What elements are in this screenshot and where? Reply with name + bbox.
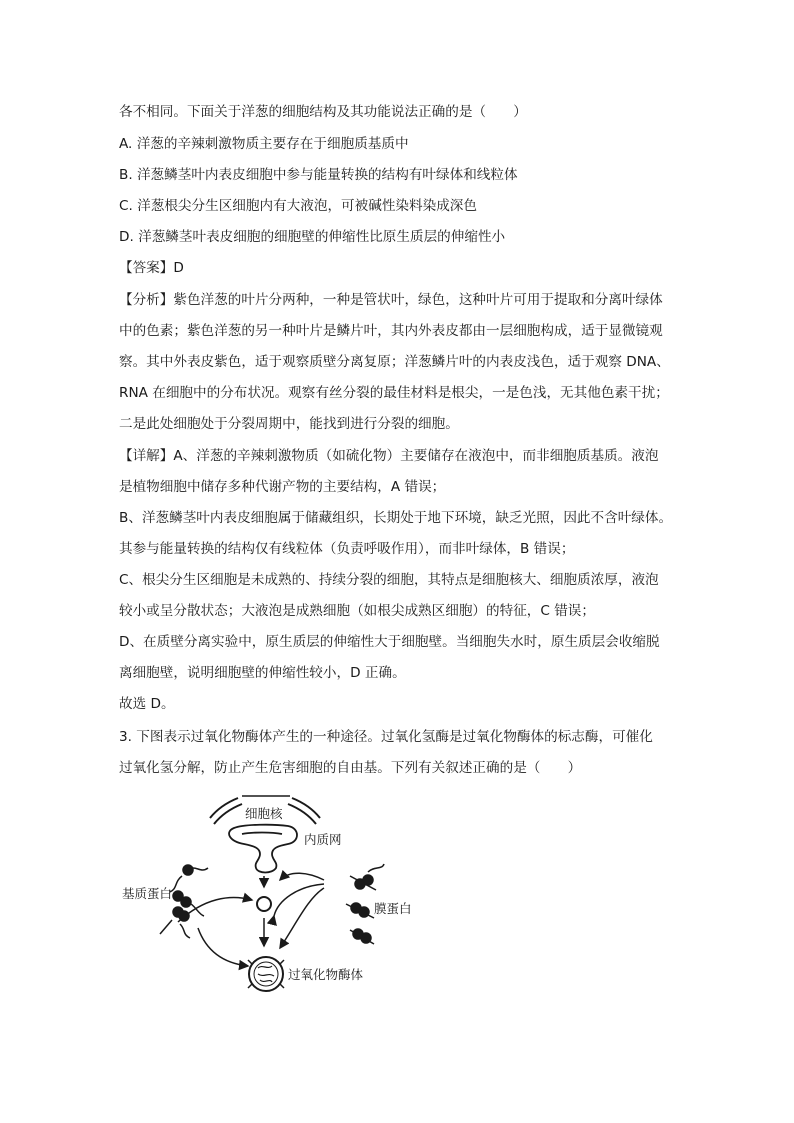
- analysis-line: 【分析】紫色洋葱的叶片分两种，一种是管状叶，绿色，这种叶片可用于提取和分离叶绿体: [119, 292, 663, 308]
- option-b: B. 洋葱鳞茎叶内表皮细胞中参与能量转换的结构有叶绿体和线粒体: [119, 167, 518, 183]
- matrix-protein-icon: [160, 865, 208, 938]
- detail-line: B、洋葱鳞茎叶内表皮细胞属于储藏组织，长期处于地下环境，缺乏光照，因此不含叶绿体。: [119, 510, 673, 526]
- detail-line: 【详解】A、洋葱的辛辣刺激物质（如硫化物）主要储存在液泡中，而非细胞质基质。液泡: [119, 448, 659, 464]
- question-3-line: 过氧化氢分解，防止产生危害细胞的自由基。下列有关叙述正确的是（ ）: [119, 760, 582, 776]
- vesicle: [257, 897, 271, 911]
- detail-line: 较小或呈分散状态；大液泡是成熟细胞（如根尖成熟区细胞）的特征，C 错误；: [119, 603, 595, 619]
- analysis-line: 察。其中外表皮紫色，适于观察质壁分离复原；洋葱鳞片叶的内表皮浅色，适于观察 DNA、: [119, 354, 670, 370]
- detail-line: C、根尖分生区细胞是未成熟的、持续分裂的细胞，其特点是细胞核大、细胞质浓厚，液泡: [119, 572, 659, 588]
- nucleus-label: 细胞核: [245, 806, 283, 821]
- option-a: A. 洋葱的辛辣刺激物质主要存在于细胞质基质中: [119, 136, 409, 152]
- question-3-line: 3. 下图表示过氧化物酶体产生的一种途径。过氧化氢酶是过氧化物酶体的标志酶，可催化: [119, 729, 653, 745]
- endoplasmic-reticulum: [229, 825, 297, 873]
- peroxisome-pathway-diagram: [112, 788, 442, 1003]
- analysis-line: 二是此处细胞处于分裂周期中，能找到进行分裂的细胞。: [119, 416, 459, 432]
- er-label: 内质网: [304, 832, 342, 847]
- option-c: C. 洋葱根尖分生区细胞内有大液泡，可被碱性染料染成深色: [119, 198, 477, 214]
- analysis-line: RNA 在细胞中的分布状况。观察有丝分裂的最佳材料是根尖，一是色浅，无其他色素干扰；: [119, 385, 669, 401]
- pathway-arrows: [178, 873, 324, 966]
- detail-line: 离细胞壁，说明细胞壁的伸缩性较小，D 正确。: [119, 665, 406, 681]
- option-d: D. 洋葱鳞茎叶表皮细胞的细胞壁的伸缩性比原生质层的伸缩性小: [119, 229, 506, 245]
- detail-line: D、在质壁分离实验中，原生质层的伸缩性大于细胞壁。当细胞失水时，原生质层会收缩脱: [119, 634, 660, 650]
- analysis-line: 中的色素；紫色洋葱的另一种叶片是鳞片叶，其内外表皮都由一层细胞构成，适于显微镜观: [119, 323, 663, 339]
- membrane-protein-label: 膜蛋白: [374, 901, 412, 916]
- detail-line: 是植物细胞中储存多种代谢产物的主要结构，A 错误；: [119, 479, 446, 495]
- peroxisome-icon: [248, 957, 284, 991]
- question-stem: 各不相同。下面关于洋葱的细胞结构及其功能说法正确的是（ ）: [119, 104, 527, 120]
- matrix-protein-label: 基质蛋白: [122, 886, 173, 901]
- detail-line: 故选 D。: [119, 696, 175, 712]
- peroxisome-label: 过氧化物酶体: [288, 967, 364, 982]
- answer-line: 【答案】D: [119, 260, 184, 276]
- detail-line: 其参与能量转换的结构仅有线粒体（负责呼吸作用），而非叶绿体，B 错误；: [119, 541, 575, 557]
